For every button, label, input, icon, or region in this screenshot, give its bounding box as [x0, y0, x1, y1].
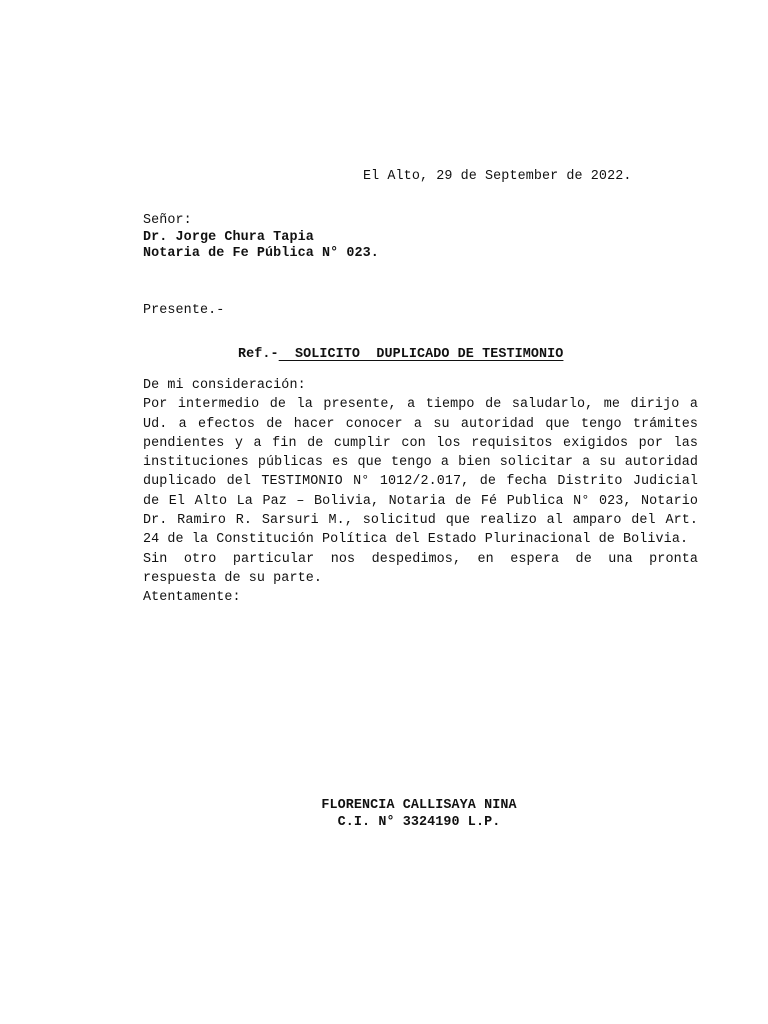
letter-body — [143, 376, 698, 608]
recipient-block — [143, 213, 379, 263]
greeting: De mi consideración: — [143, 378, 306, 393]
signer-id: C.I. N° 3324190 L.P. — [337, 815, 501, 830]
recipient-name: Dr. Jorge Chura Tapia — [143, 229, 314, 245]
presente-line: Presente.- — [143, 303, 225, 318]
closing: Atentamente: — [143, 590, 241, 606]
reference-line — [238, 347, 563, 362]
signer-name: FLORENCIA CALLISAYA NINA — [321, 798, 517, 813]
reference-label: Ref.- — [238, 347, 279, 362]
reference-subject: SOLICITO DUPLICADO DE TESTIMONIO — [278, 347, 564, 362]
salutation: Señor: — [143, 213, 192, 228]
body-paragraph-2: Sin otro particular nos despedimos, en espera de una pronta respuesta de su parte. — [143, 551, 698, 586]
recipient-office: Notaria de Fe Pública N° 023. — [143, 246, 379, 261]
body-paragraph-1: Por intermedio de la presente, a tiempo de saludarlo, me dirijo a Ud. a efectos de hacer conocer a su autoridad que tengo trámites pendientes y a fin de cumplir con los requisitos exigidos por las instituciones públicas es que tengo a bien solicitar a su autoridad duplicado del TESTIMONIO N° 1012/2.017, de fecha Distrito Judicial de El Alto La Paz – Bolivia, Notaria de Fé Publica N° 023, Notario Dr. Ramiro R. Sarsuri M., solicitud que realizo al amparo del Art. 24 de la Constitución Política del Estado Plurinacional de Bolivia. — [143, 397, 698, 548]
signature-block — [0, 797, 768, 831]
date-line: El Alto, 29 de September de 2022. — [363, 169, 632, 184]
